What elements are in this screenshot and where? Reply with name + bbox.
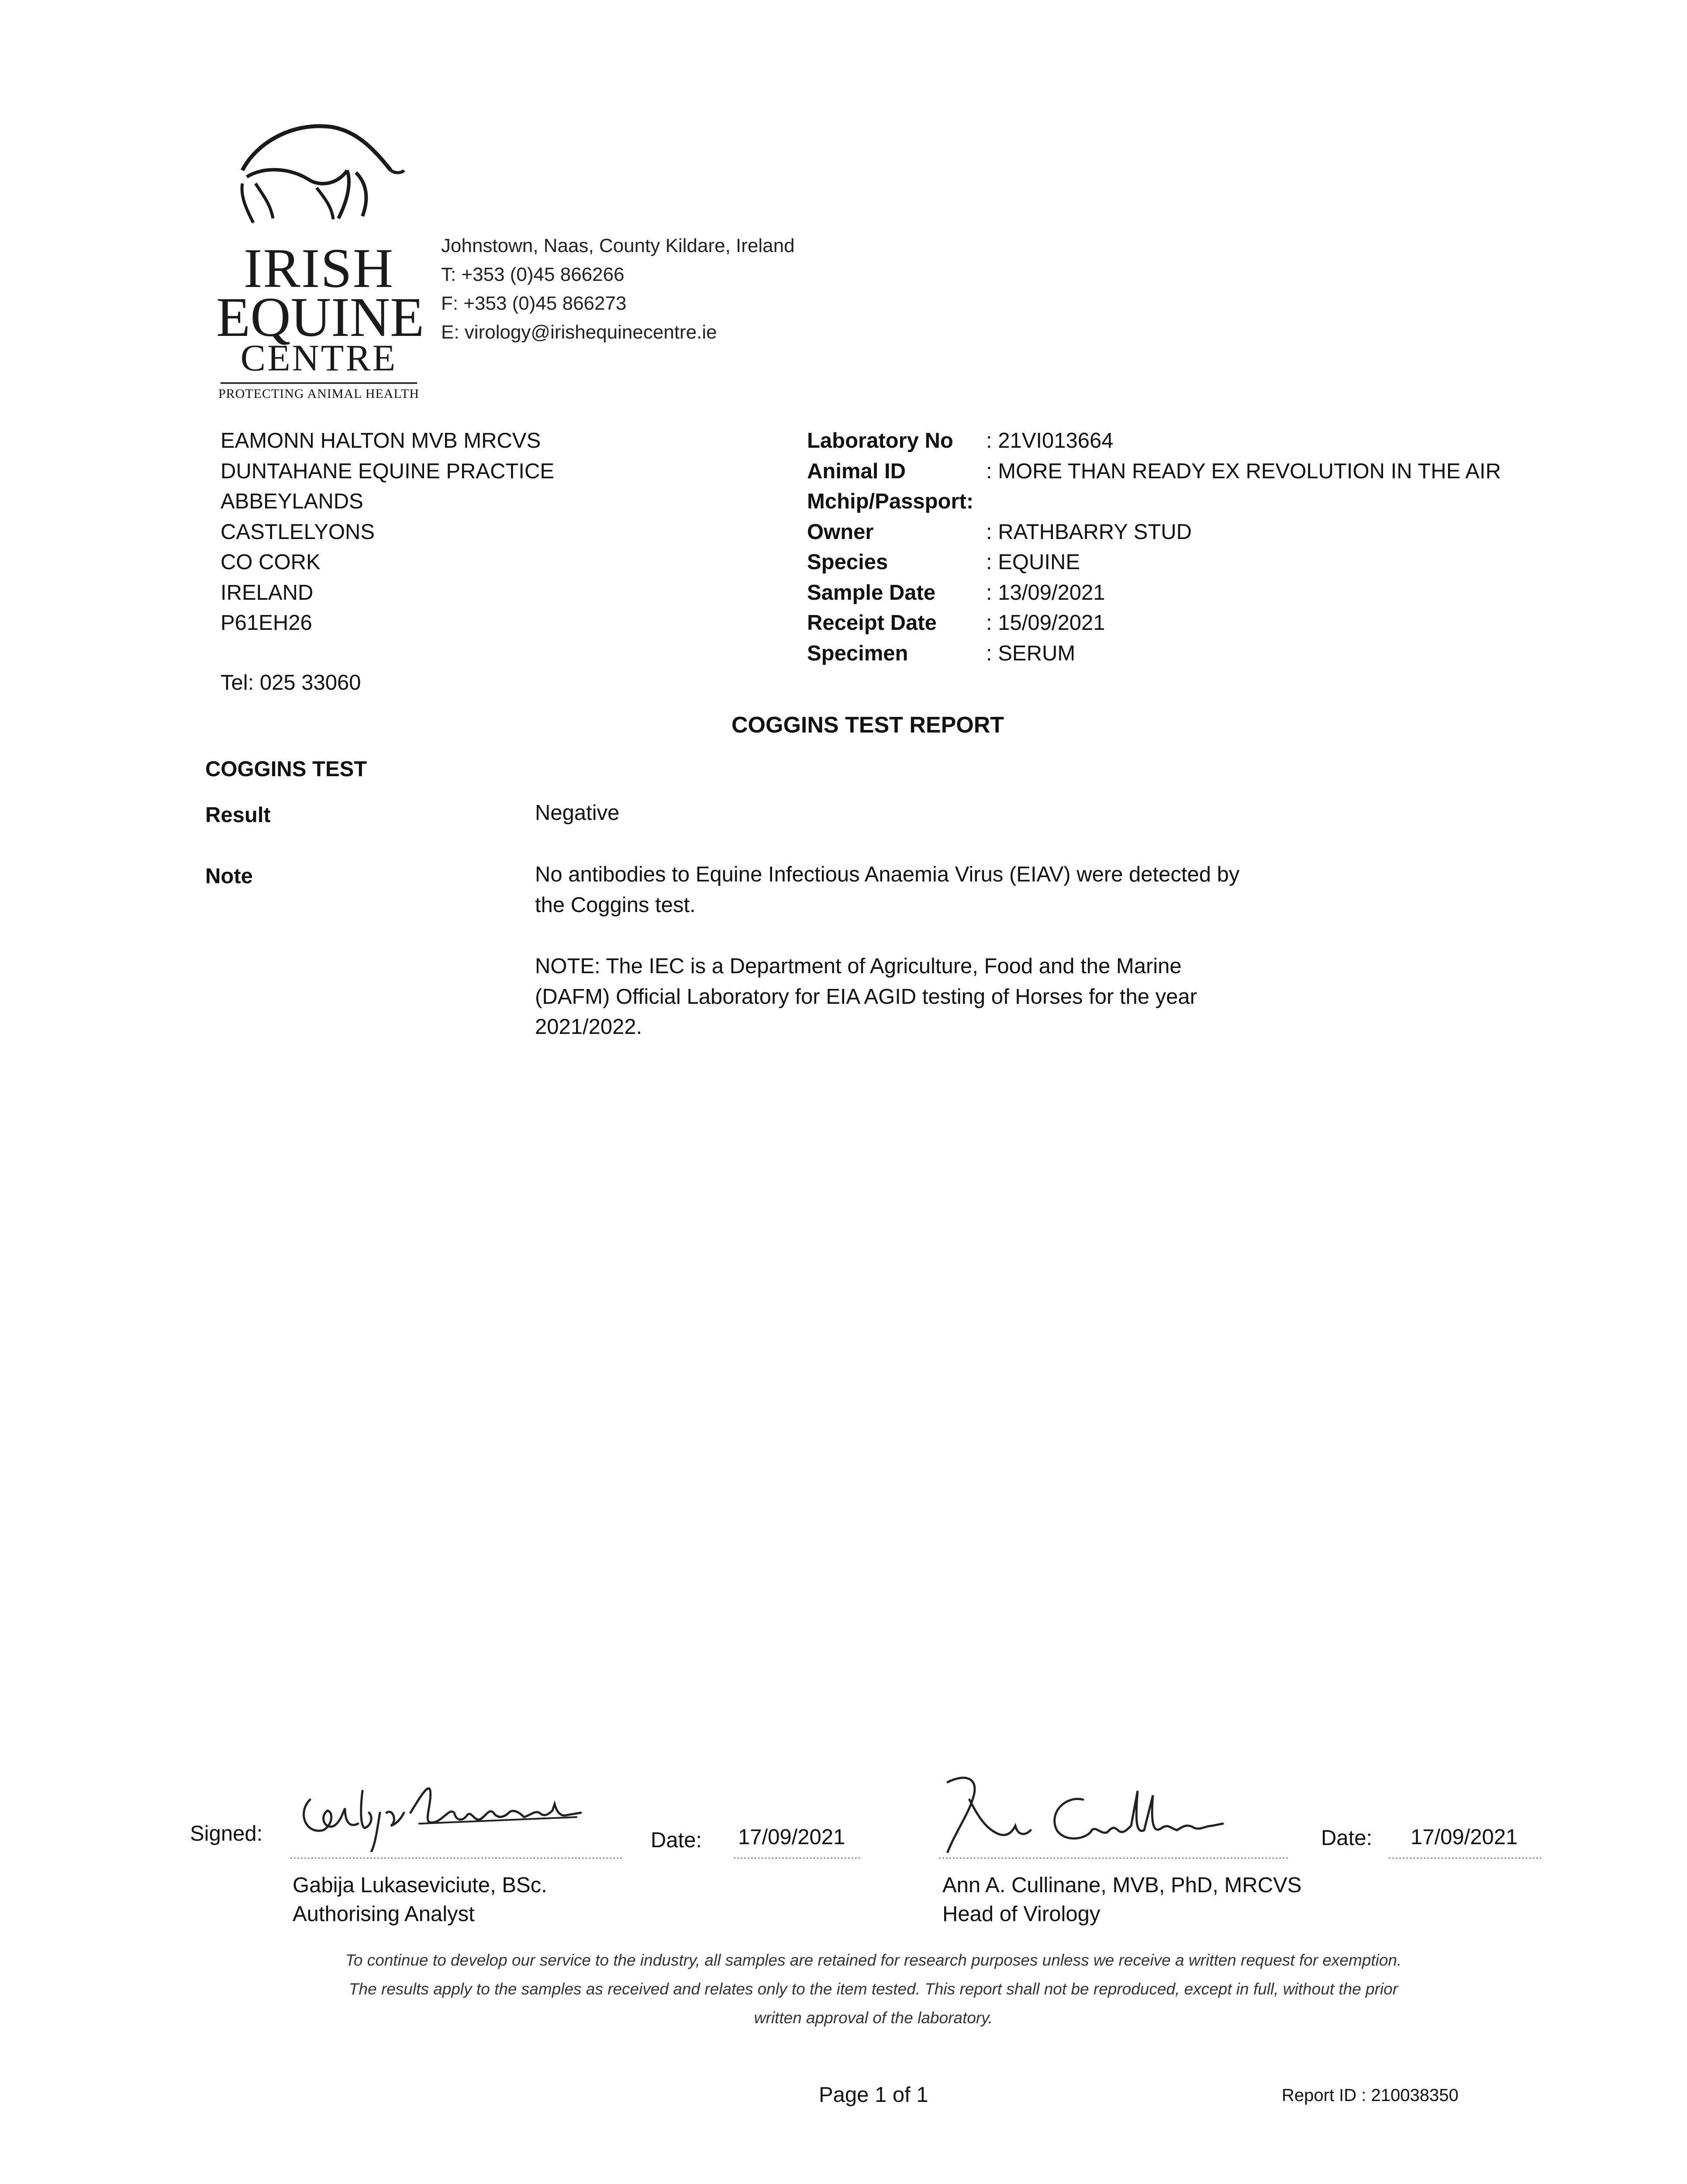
logo-word-equine: EQUINE (216, 286, 424, 348)
detail-value: : 15/09/2021 (986, 611, 1105, 635)
note-line: the Coggins test. (535, 893, 696, 917)
recipient-address (221, 426, 554, 639)
detail-value: : RATHBARRY STUD (986, 520, 1192, 544)
signature-right (939, 1765, 1253, 1856)
note-line: 2021/2022. (535, 1015, 642, 1039)
detail-label: Species (807, 550, 888, 574)
detail-label: Receipt Date (807, 611, 937, 635)
contact-email: E: virology@irishequinecentre.ie (441, 321, 717, 343)
date-value-right: 17/09/2021 (1411, 1825, 1518, 1849)
result-label: Result (205, 803, 271, 827)
dafm-note (535, 951, 1197, 1043)
detail-row (807, 639, 1501, 669)
address-line: ABBEYLANDS (221, 490, 363, 513)
handwritten-signature-icon (939, 1765, 1253, 1856)
address-line: CASTLELYONS (221, 520, 375, 544)
report-title: COGGINS TEST REPORT (731, 712, 1004, 738)
detail-value: : 21VI013664 (986, 429, 1114, 453)
address-line: CO CORK (221, 550, 321, 574)
detail-value: : SERUM (986, 641, 1076, 665)
note-line: NOTE: The IEC is a Department of Agriculture, Food and the Marine (535, 954, 1182, 978)
detail-value: : 13/09/2021 (986, 581, 1105, 605)
contact-block (441, 232, 795, 347)
disclaimer-line: written approval of the laboratory. (754, 2009, 993, 2027)
note-text (535, 860, 1239, 920)
date-line-right (1389, 1857, 1542, 1859)
disclaimer-line: To continue to develop our service to the industry, all samples are retained for research purposes unless we receive a written request for exemption. (345, 1951, 1402, 1969)
date-label-left: Date: (651, 1828, 702, 1852)
irish-equine-centre-logo (216, 118, 424, 406)
note-label: Note (205, 864, 253, 888)
contact-fax: F: +353 (0)45 866273 (441, 293, 627, 314)
contact-address: Johnstown, Naas, County Kildare, Ireland (441, 235, 795, 256)
detail-row (807, 547, 1501, 578)
logo-word-irish: IRISH (243, 237, 394, 299)
signatory-right (942, 1871, 1301, 1928)
detail-label: Mchip/Passport: (807, 490, 974, 513)
contact-phone: T: +353 (0)45 866266 (441, 264, 624, 285)
detail-label: Owner (807, 520, 874, 544)
signatory-left (293, 1871, 547, 1928)
date-line-left (734, 1857, 860, 1859)
signature-line-right (939, 1857, 1288, 1859)
signatory-role: Head of Virology (942, 1902, 1101, 1926)
signatory-name: Ann A. Cullinane, MVB, PhD, MRCVS (942, 1873, 1302, 1897)
page-number: Page 1 of 1 (819, 2083, 928, 2107)
signed-label: Signed: (190, 1822, 263, 1845)
recipient-tel: Tel: 025 33060 (221, 671, 361, 695)
address-line: P61EH26 (221, 611, 312, 635)
detail-row (807, 487, 1501, 517)
detail-row (807, 608, 1501, 639)
detail-row (807, 578, 1501, 608)
logo-divider (221, 382, 417, 384)
signature-left (293, 1765, 607, 1852)
date-label-right: Date: (1321, 1826, 1373, 1850)
disclaimer (262, 1946, 1485, 2032)
logo-word-centre: CENTRE (240, 337, 397, 379)
logo-tagline: PROTECTING ANIMAL HEALTH (218, 387, 420, 401)
detail-label: Specimen (807, 641, 908, 665)
signature-line-left (290, 1857, 622, 1859)
report-id: Report ID : 210038350 (1282, 2086, 1459, 2105)
sample-details (807, 426, 1501, 669)
note-line: (DAFM) Official Laboratory for EIA AGID testing of Horses for the year (535, 985, 1197, 1009)
address-line: EAMONN HALTON MVB MRCVS (221, 429, 541, 453)
signatory-name: Gabija Lukaseviciute, BSc. (293, 1873, 547, 1897)
address-line: DUNTAHANE EQUINE PRACTICE (221, 459, 555, 483)
section-heading: COGGINS TEST (205, 757, 367, 781)
detail-label: Animal ID (807, 459, 906, 483)
address-line: IRELAND (221, 581, 314, 605)
detail-value: : EQUINE (986, 550, 1080, 574)
horse-icon (216, 118, 421, 236)
signatory-role: Authorising Analyst (293, 1902, 475, 1926)
date-value-left: 17/09/2021 (738, 1825, 845, 1849)
result-value: Negative (535, 801, 620, 825)
detail-value: : MORE THAN READY EX REVOLUTION IN THE AIR (986, 459, 1501, 483)
note-line: No antibodies to Equine Infectious Anaemia Virus (EIAV) were detected by (535, 863, 1240, 886)
disclaimer-line: The results apply to the samples as received and relates only to the item tested. This report shall not be reproduced, except in full, without the prior (348, 1980, 1398, 1998)
detail-row (807, 456, 1501, 487)
detail-label: Laboratory No (807, 429, 953, 453)
detail-label: Sample Date (807, 581, 936, 605)
handwritten-signature-icon (293, 1765, 607, 1852)
detail-row (807, 517, 1501, 548)
detail-row (807, 426, 1501, 456)
